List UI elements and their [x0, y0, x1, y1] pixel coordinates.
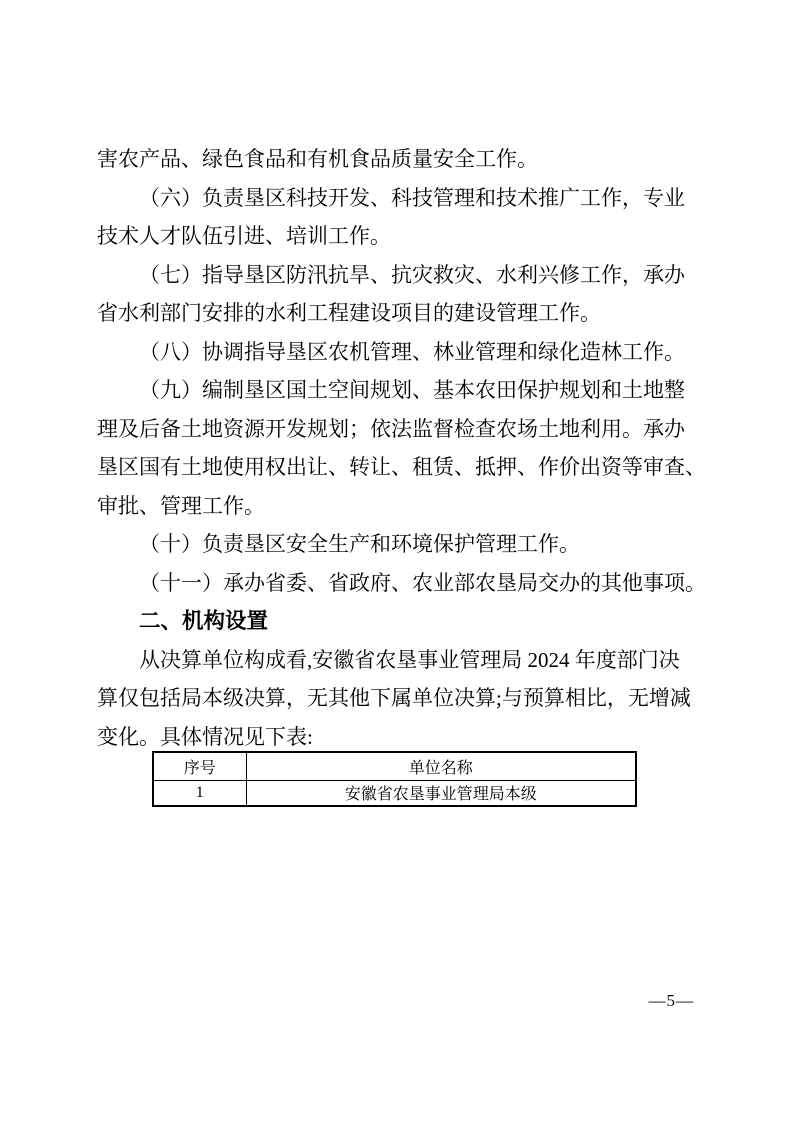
- section-heading: 二、机构设置: [139, 609, 269, 633]
- body-line: 理及后备土地资源开发规划；依法监督检查农场土地利用。承办: [97, 416, 685, 441]
- unit-index-cell: 1: [153, 780, 246, 806]
- body-line: （九）编制垦区国土空间规划、基本农田保护规划和土地整: [139, 378, 685, 402]
- units-table-header-index: 序号: [153, 752, 246, 780]
- body-line: （六）负责垦区科技开发、科技管理和技术推广工作，专业: [139, 185, 685, 210]
- body-line: （十）负责垦区安全生产和环境保护管理工作。: [139, 532, 580, 556]
- units-table-header-row: [153, 752, 636, 780]
- page-number: —5—: [648, 991, 694, 1010]
- body-line: 省水利部门安排的水利工程建设项目的建设管理工作。: [97, 301, 601, 325]
- unit-name-cell: 安徽省农垦事业管理局本级: [246, 780, 636, 806]
- body-line: （十一）承办省委、省政府、农业部农垦局交办的其他事项。: [139, 570, 706, 595]
- body-line: 技术人才队伍引进、培训工作。: [97, 224, 391, 248]
- body-line: 垦区国有土地使用权出让、转让、租赁、抵押、作价出资等审查、: [97, 455, 706, 479]
- units-table: [152, 751, 637, 807]
- body-line: 害农产品、绿色食品和有机食品质量安全工作。: [97, 147, 538, 171]
- body-line: 从决算单位构成看,安徽省农垦事业管理局 2024 年度部门决: [139, 647, 680, 672]
- body-line: 算仅包括局本级决算，无其他下属单位决算;与预算相比，无增减: [97, 686, 691, 710]
- body-line: （七）指导垦区防汛抗旱、抗灾救灾、水利兴修工作，承办: [139, 262, 685, 287]
- document-body: [97, 140, 706, 807]
- body-line: （八）协调指导垦区农机管理、林业管理和绿化造林工作。: [139, 339, 685, 364]
- body-line: 审批、管理工作。: [97, 493, 265, 518]
- table-row: [153, 780, 636, 806]
- units-table-header-name: 单位名称: [246, 752, 636, 780]
- body-line: 变化。具体情况见下表:: [97, 724, 313, 749]
